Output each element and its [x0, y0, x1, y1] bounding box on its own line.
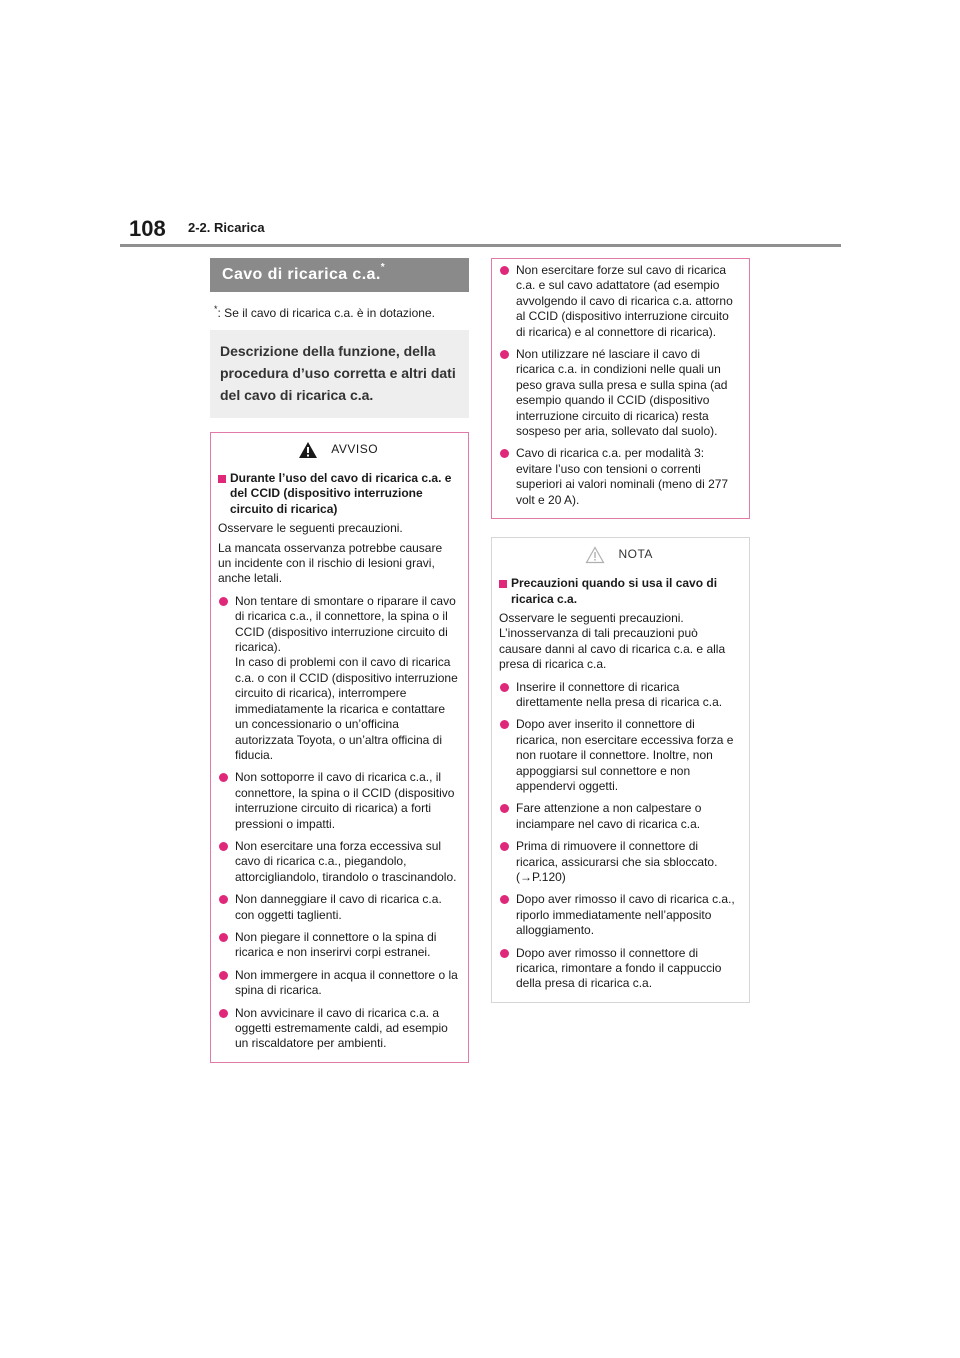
- warning-heading: [218, 471, 458, 517]
- note-label: NOTA: [618, 547, 653, 562]
- bullet-dot-icon: [500, 804, 509, 813]
- warning-label: AVVISO: [331, 442, 379, 457]
- bullet-dot-icon: [219, 842, 228, 851]
- section-title: 2-2. Ricarica: [188, 220, 265, 235]
- list-item: [218, 892, 458, 923]
- title-footnote-mark: *: [380, 262, 386, 273]
- bullet-dot-icon: [500, 449, 509, 458]
- list-item-text: Non piegare il connettore o la spina di ricarica e non inserirvi corpi estranei.: [235, 929, 437, 960]
- bullet-dot-icon: [500, 842, 509, 851]
- topic-title-bar: [210, 258, 469, 292]
- warning-header: [218, 433, 458, 467]
- list-item: [218, 968, 458, 999]
- note-heading: [499, 576, 739, 607]
- list-item: [218, 1006, 458, 1052]
- list-item: [218, 839, 458, 885]
- warning-triangle-icon: [298, 441, 318, 459]
- note-heading-text: Precauzioni quando si usa il cavo di ricarica c.a.: [511, 576, 718, 606]
- footnote-text: : Se il cavo di ricarica c.a. è in dotazione.: [217, 306, 435, 320]
- page-number: 108: [129, 216, 166, 241]
- note-header: [499, 538, 739, 572]
- bullet-dot-icon: [500, 266, 509, 275]
- left-column: [210, 258, 469, 1063]
- header-divider: [120, 244, 841, 247]
- bullet-dot-icon: [219, 971, 228, 980]
- footnote: [210, 292, 469, 320]
- list-item-text: Non danneggiare il cavo di ricarica c.a. con oggetti taglienti.: [235, 892, 442, 922]
- list-item: [218, 930, 458, 961]
- caution-triangle-icon: [585, 546, 605, 564]
- list-item: [499, 446, 739, 508]
- list-item-text: Cavo di ricarica c.a. per modalità 3: evitare l’uso con tensioni o correnti superiori ai valori nominali (meno di 277 volt e 20 A).: [516, 446, 729, 507]
- list-item: [499, 680, 739, 711]
- list-item: [499, 892, 739, 938]
- list-item-text: Non immergere in acqua il connettore o la spina di ricarica.: [235, 967, 458, 998]
- bullet-dot-icon: [219, 773, 228, 782]
- list-item-text: Dopo aver inserito il connettore di ricarica, non esercitare eccessiva forza e non ruotare il connettore. Inoltre, non appoggiarsi sul connettore e non appendervi oggetti.: [516, 717, 734, 793]
- list-item: [499, 839, 739, 885]
- list-item-text: Non utilizzare né lasciare il cavo di ricarica c.a. in condizioni nelle quali un peso grava sulla presa e sulla spina (ad esempio quando il CCID (dispositivo interruzione circuito di ricarica) resta sospeso per aria, sollevato dal suolo).: [516, 347, 728, 439]
- list-item: [499, 263, 739, 340]
- list-item-text: Dopo aver rimosso il cavo di ricarica c.a., riporlo immediatamente nell’apposito alloggiamento.: [516, 892, 735, 938]
- bullet-dot-icon: [219, 1009, 228, 1018]
- footnote-mark: *: [214, 304, 218, 314]
- note-box: [491, 537, 750, 1003]
- warning-heading-text: Durante l’uso del cavo di ricarica c.a. e del CCID (dispositivo interruzione circuito di ricarica): [230, 471, 452, 516]
- list-item-text: Non esercitare una forza eccessiva sul cavo di ricarica c.a., piegandolo, attorcigliandolo, tirandolo o trascinandolo.: [235, 838, 457, 884]
- note-intro: Osservare le seguenti precauzioni. L’inosservanza di tali precauzioni può causare danni al cavo di ricarica c.a. e alla presa di ricarica c.a.: [499, 610, 726, 672]
- warning-intro-2: La mancata osservanza potrebbe causare un incidente con il rischio di lesioni gravi, anche letali.: [218, 540, 443, 586]
- right-column: [491, 258, 750, 1003]
- square-bullet-icon: [218, 475, 226, 483]
- list-item-extra: In caso di problemi con il cavo di ricarica c.a. o con il CCID (dispositivo interruzione circuito di ricarica), interrompere immediatamente la ricarica e contattare un concessionario o un’officina autorizzata Toyota, o un’altra officina di fiducia.: [235, 655, 458, 762]
- list-item: [218, 770, 458, 832]
- list-item-text: Non tentare di smontare o riparare il cavo di ricarica c.a., il connettore, la spina o il CCID (dispositivo interruzione circuito di ricarica).: [235, 593, 456, 655]
- list-item-text: Fare attenzione a non calpestare o inciampare nel cavo di ricarica c.a.: [516, 801, 702, 831]
- bullet-dot-icon: [500, 683, 509, 692]
- list-item-text: Dopo aver rimosso il connettore di ricarica, rimontare a fondo il cappuccio della presa di ricarica c.a.: [516, 945, 722, 991]
- warning-box: [210, 432, 469, 1063]
- bullet-dot-icon: [219, 933, 228, 942]
- list-item-text: Non avvicinare il cavo di ricarica c.a. a oggetti estremamente caldi, ad esempio un riscaldatore per ambienti.: [235, 1005, 448, 1051]
- bullet-dot-icon: [500, 350, 509, 359]
- square-bullet-icon: [499, 580, 507, 588]
- list-item-text: Inserire il connettore di ricarica direttamente nella presa di ricarica c.a.: [516, 679, 723, 709]
- warning-box-continued: [491, 258, 750, 519]
- list-item: [499, 801, 739, 832]
- list-item-text: Non sottoporre il cavo di ricarica c.a., il connettore, la spina o il CCID (dispositivo interruzione circuito di ricarica) a forti pressioni o impatti.: [235, 770, 455, 831]
- list-item-text: Prima di rimuovere il connettore di ricarica, assicurarsi che sia sbloccato. (→P.120): [516, 839, 718, 884]
- description-box: Descrizione della funzione, della procedura d’uso corretta e altri dati del cavo di ricarica c.a.: [210, 330, 469, 418]
- list-item: [499, 946, 739, 992]
- list-item-text: Non esercitare forze sul cavo di ricarica c.a. e sul cavo adattatore (ad esempio avvolgendo il cavo di ricarica c.a. attorno al CCID (dispositivo interruzione circuito di ricarica) e al connettore di ricarica).: [516, 263, 733, 339]
- bullet-dot-icon: [219, 895, 228, 904]
- list-item: [499, 717, 739, 794]
- page-header: [0, 0, 960, 250]
- topic-title: Cavo di ricarica c.a.: [222, 266, 381, 283]
- bullet-dot-icon: [219, 597, 228, 606]
- list-item: [499, 347, 739, 439]
- bullet-dot-icon: [500, 895, 509, 904]
- bullet-dot-icon: [500, 720, 509, 729]
- warning-intro: Osservare le seguenti precauzioni.: [218, 521, 403, 536]
- list-item: [218, 594, 458, 763]
- bullet-dot-icon: [500, 949, 509, 958]
